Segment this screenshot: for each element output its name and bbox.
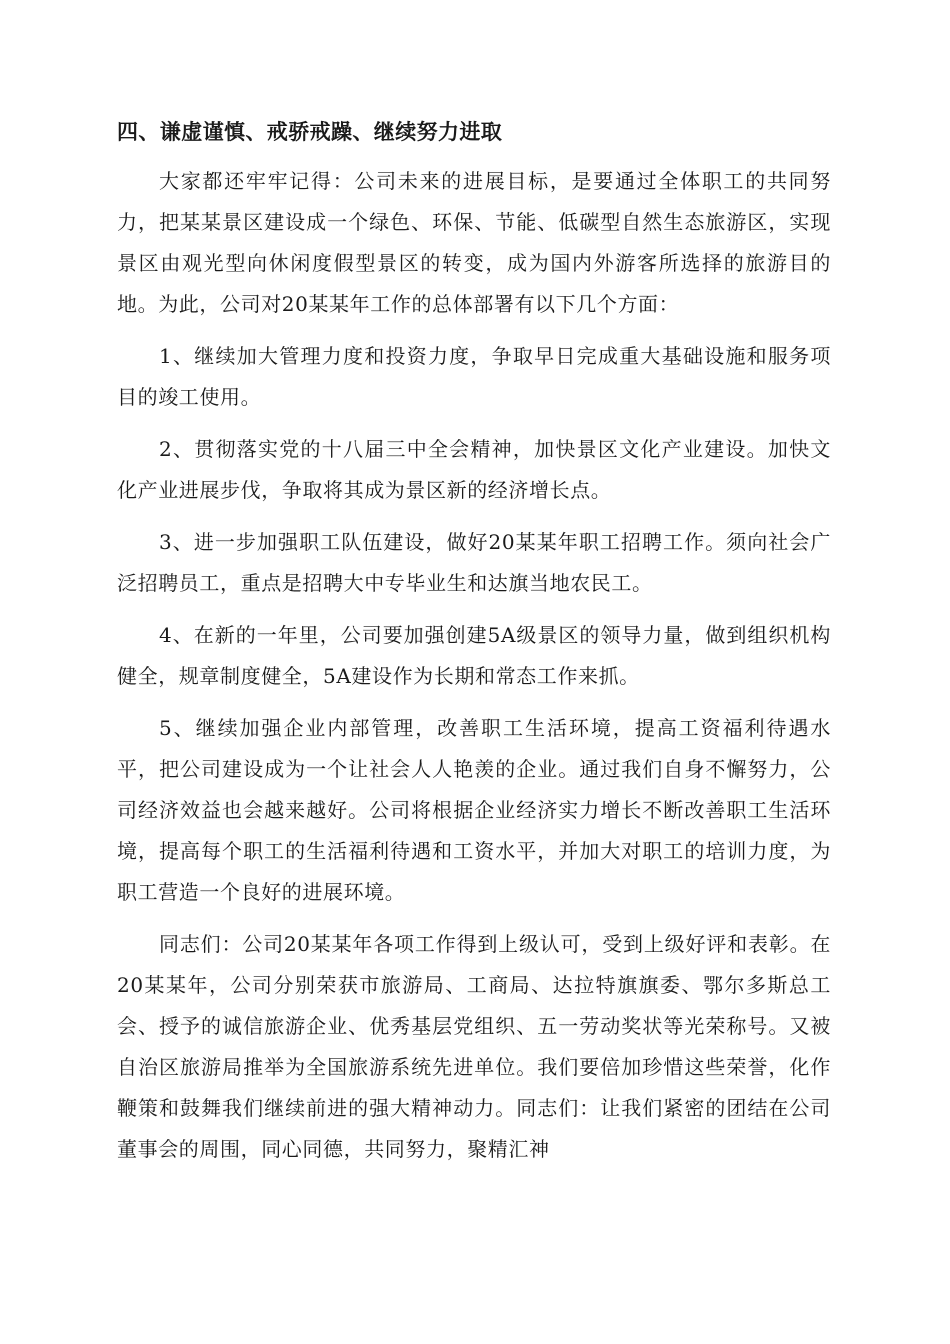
document-body <box>117 112 831 1181</box>
section-heading: 四、谦虚谨慎、戒骄戒躁、继续努力进取 <box>117 119 503 144</box>
closing-paragraph: 同志们：公司20某某年各项工作得到上级认可，受到上级好评和表彰。在20某某年，公司分别荣获市旅游局、工商局、达拉特旗旗委、鄂尔多斯总工会、授予的诚信旅游企业、优秀基层党组织、五一劳动奖状等光荣称号。又被自治区旅游局推举为全国旅游系统先进单位。我们要倍加珍惜这些荣誉，化作鞭策和鼓舞我们继续前进的强大精神动力。同志们：让我们紧密的团结在公司董事会的周围，同心同德，共同努力，聚精汇神 <box>117 932 831 1161</box>
list-item-2: 2、贯彻落实党的十八届三中全会精神，加快景区文化产业建设。加快文化产业进展步伐，争取将其成为景区新的经济增长点。 <box>117 437 831 502</box>
list-item-1: 1、继续加大管理力度和投资力度，争取早日完成重大基础设施和服务项目的竣工使用。 <box>117 344 831 409</box>
list-item-4: 4、在新的一年里，公司要加强创建5A级景区的领导力量，做到组织机构健全，规章制度健全，5A建设作为长期和常态工作来抓。 <box>117 623 831 688</box>
intro-paragraph: 大家都还牢牢记得：公司未来的进展目标，是要通过全体职工的共同努力，把某某景区建设成一个绿色、环保、节能、低碳型自然生态旅游区，实现景区由观光型向休闲度假型景区的转变，成为国内外游客所选择的旅游目的地。为此，公司对20某某年工作的总体部署有以下几个方面： <box>117 169 831 316</box>
list-item-3: 3、进一步加强职工队伍建设，做好20某某年职工招聘工作。须向社会广泛招聘员工，重点是招聘大中专毕业生和达旗当地农民工。 <box>117 530 831 595</box>
list-item-5: 5、继续加强企业内部管理，改善职工生活环境，提高工资福利待遇水平，把公司建设成为一个让社会人人艳羡的企业。通过我们自身不懈努力，公司经济效益也会越来越好。公司将根据企业经济实力增长不断改善职工生活环境，提高每个职工的生活福利待遇和工资水平，并加大对职工的培训力度，为职工营造一个良好的进展环境。 <box>117 716 831 904</box>
